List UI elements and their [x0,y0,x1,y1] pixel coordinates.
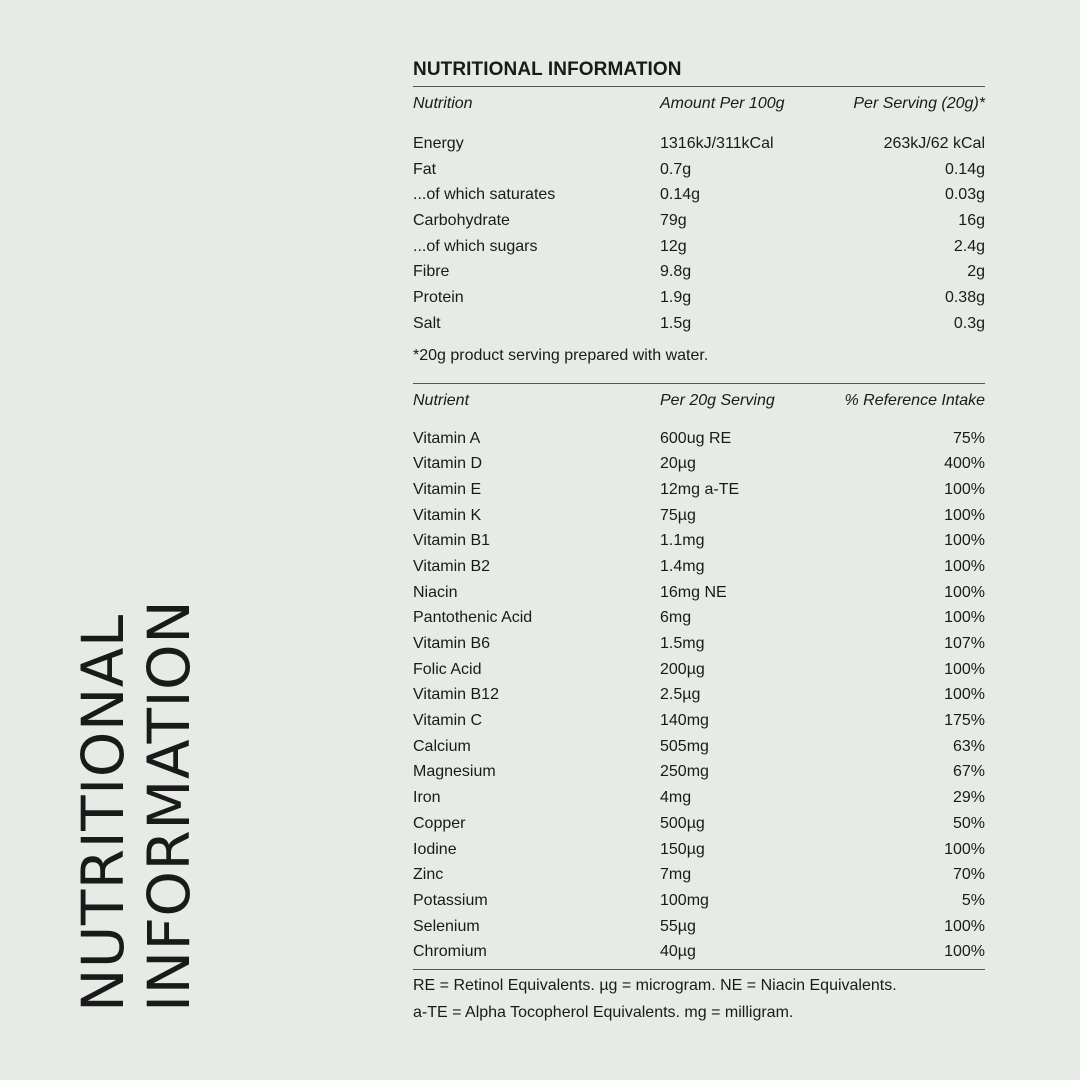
intake-value: 50% [952,814,985,832]
amount-value: 500µg [660,814,705,832]
nutrient-name: Chromium [413,943,487,961]
nutrient-name: Fibre [413,263,450,281]
amount-value: 600ug RE [660,429,732,447]
amount-value: 1.1mg [660,532,705,550]
column-header: Per 20g Serving [660,391,775,409]
table-row [413,503,985,529]
amount-value: 1.9g [660,289,692,307]
amount-value: 150µg [660,840,705,858]
nutrient-name: Zinc [413,866,444,884]
footnotes [413,972,985,1026]
table-row [413,708,985,734]
intake-value: 100% [944,557,985,575]
nutrient-name: Vitamin B2 [413,557,491,575]
nutrient-name: Copper [413,814,466,832]
table-row [413,631,985,657]
nutrient-name: Vitamin K [413,506,482,524]
intake-value: 107% [944,635,985,652]
table-row [413,837,985,863]
amount-value: 12mg a-TE [660,480,740,498]
table-row [413,888,985,914]
vertical-page-title [70,600,202,1012]
intake-value: 100% [944,506,985,524]
amount-value: 1.5mg [660,635,705,652]
table-row [413,605,985,631]
table-row [413,759,985,785]
table-row [413,914,985,940]
intake-value: 100% [944,943,985,961]
nutrition-table-body [413,131,985,337]
amount-value: 2.5µg [660,686,701,704]
intake-value: 400% [944,455,985,473]
vertical-title-line-1: NUTRITIONAL [69,614,137,1012]
table-row [413,208,985,234]
footnote: a-TE = Alpha Tocopherol Equivalents. mg = milligram. [413,1003,794,1021]
nutrient-name: Protein [413,289,464,307]
table-row [413,285,985,311]
nutrient-name: ...of which saturates [413,186,556,204]
amount-value: 1.4mg [660,557,705,575]
column-header: Per Serving (20g)* [853,95,985,112]
nutrient-name: Folic Acid [413,660,482,678]
table-row [413,234,985,260]
table-row [413,580,985,606]
vertical-title-line-2: INFORMATION [135,599,203,1012]
table-row [413,811,985,837]
nutrient-name: Potassium [413,891,488,909]
nutrient-name: Vitamin D [413,455,483,473]
amount-value: 1316kJ/311kCal [660,135,774,152]
amount-value: 0.7g [660,160,692,178]
table-row [413,451,985,477]
intake-value: 100% [944,660,985,678]
nutrient-name: Energy [413,135,464,152]
amount-value: 16mg NE [660,583,727,601]
nutrient-name: Magnesium [413,763,496,781]
intake-value: 16g [958,212,985,230]
table-row [413,528,985,554]
nutrient-name: Iodine [413,840,457,858]
amount-value: 6mg [660,609,692,627]
nutrient-name: Pantothenic Acid [413,609,533,627]
intake-value: 5% [961,891,985,909]
nutrient-name: Vitamin A [413,429,481,447]
nutrient-name: Carbohydrate [413,212,510,230]
nutrient-name: Calcium [413,737,471,755]
table-row [413,682,985,708]
nutrient-name: Salt [413,314,441,332]
column-header: Amount Per 100g [660,95,785,112]
amount-value: 140mg [660,712,709,730]
nutrient-name: ...of which sugars [413,237,538,255]
panel-heading: NUTRITIONAL INFORMATION [413,59,682,80]
nutrient-name: Vitamin B6 [413,635,491,652]
intake-value: 175% [944,712,985,730]
table-row [413,426,985,452]
intake-value: 100% [944,917,985,935]
nutrient-name: Vitamin B12 [413,686,499,704]
column-header: % Reference Intake [844,391,985,409]
intake-value: 0.14g [944,160,985,178]
amount-value: 9.8g [660,263,692,281]
amount-value: 12g [660,237,687,255]
intake-value: 100% [944,480,985,498]
amount-value: 100mg [660,891,709,909]
table-row [413,862,985,888]
divider [413,969,985,970]
table-row [413,657,985,683]
intake-value: 75% [952,429,985,447]
table-row [413,477,985,503]
table-row [413,131,985,157]
nutrition-table-header [413,87,985,125]
column-header: Nutrition [413,95,473,112]
nutrient-name: Vitamin E [413,480,482,498]
amount-value: 4mg [660,789,692,807]
amount-value: 55µg [660,917,696,935]
intake-value: 263kJ/62 kCal [883,135,985,152]
nutrient-name: Niacin [413,583,458,601]
nutrient-name: Selenium [413,917,480,935]
amount-value: 250mg [660,763,709,781]
intake-value: 2g [967,263,985,281]
nutrient-table-header [413,384,985,422]
table-row [413,734,985,760]
table-row [413,311,985,337]
amount-value: 20µg [660,455,696,473]
intake-value: 100% [944,532,985,550]
intake-value: 0.03g [944,186,985,204]
amount-value: 505mg [660,737,709,755]
nutrient-name: Fat [413,160,437,178]
intake-value: 0.38g [944,289,985,307]
nutrient-name: Iron [413,789,441,807]
intake-value: 63% [952,737,985,755]
footnote: RE = Retinol Equivalents. µg = microgram. NE = Niacin Equivalents. [413,976,897,994]
amount-value: 75µg [660,506,696,524]
intake-value: 2.4g [953,237,985,255]
amount-value: 1.5g [660,314,692,332]
amount-value: 200µg [660,660,705,678]
intake-value: 100% [944,840,985,858]
intake-value: 67% [952,763,985,781]
intake-value: 100% [944,609,985,627]
amount-value: 7mg [660,866,692,884]
nutrient-table-body [413,426,985,965]
intake-value: 0.3g [953,314,985,332]
intake-value: 70% [952,866,985,884]
column-header: Nutrient [413,391,470,409]
table-row [413,182,985,208]
amount-value: 40µg [660,943,696,961]
amount-value: 79g [660,212,687,230]
table-row [413,554,985,580]
serving-note: *20g product serving prepared with water. [413,346,709,364]
nutrient-name: Vitamin C [413,712,483,730]
intake-value: 29% [952,789,985,807]
table-row [413,939,985,965]
table-row [413,157,985,183]
intake-value: 100% [944,686,985,704]
table-row [413,785,985,811]
intake-value: 100% [944,583,985,601]
table-row [413,259,985,285]
nutrition-panel [413,56,985,1026]
amount-value: 0.14g [660,186,701,204]
nutrient-name: Vitamin B1 [413,532,491,550]
